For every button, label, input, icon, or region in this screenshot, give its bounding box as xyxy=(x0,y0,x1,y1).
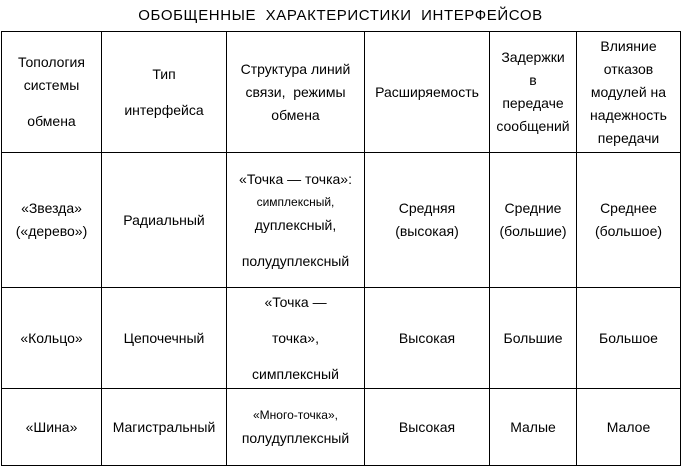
cell-line: (большие) xyxy=(499,223,567,239)
table-cell-r3-c4 xyxy=(365,389,490,466)
cell-line: дуплексный, xyxy=(254,216,337,233)
cell-line: системы xyxy=(23,77,80,93)
cell-line: Высокая xyxy=(398,329,456,346)
header-cell-topology xyxy=(2,32,102,153)
cell-line: полудуплексный xyxy=(241,252,350,269)
table-cell-r1-c5 xyxy=(490,153,577,288)
table-cell-r2-c3 xyxy=(227,288,365,389)
cell-line: Структура линий xyxy=(240,60,351,77)
cell-line: Малое xyxy=(606,418,651,435)
table-cell-r1-c1 xyxy=(2,153,102,288)
cell-line: полудуплексный xyxy=(241,430,350,446)
table-cell-r2-c4 xyxy=(365,288,490,389)
cell-line: Среднее xyxy=(600,200,657,216)
cell-line: «Кольцо» xyxy=(20,329,83,346)
header-cell-delays xyxy=(490,32,577,153)
cell-line: передачи xyxy=(597,129,660,146)
cell-line: Расширяемость xyxy=(375,83,479,100)
header-row xyxy=(2,32,681,153)
table-row-2 xyxy=(2,288,681,389)
cell-line: симплексный xyxy=(252,365,339,382)
cell-line: Большие xyxy=(503,329,563,346)
cell-line: «Много-точка», xyxy=(253,408,338,422)
cell-line: («дерево») xyxy=(15,223,88,239)
header-cell-interface-type xyxy=(102,32,227,153)
interfaces-table xyxy=(1,31,681,466)
table-cell-r1-c4 xyxy=(365,153,490,288)
cell-line: Задержки xyxy=(501,49,565,65)
header-cell-link-structure xyxy=(227,32,365,153)
cell-line: надежность xyxy=(590,106,667,123)
cell-line: Тип xyxy=(152,65,176,82)
cell-line: «Шина» xyxy=(25,418,78,435)
table-cell-r3-c2 xyxy=(102,389,227,466)
table-row-3 xyxy=(2,389,681,466)
table-cell-r3-c6 xyxy=(577,389,681,466)
cell-line: передаче xyxy=(502,95,564,111)
cell-line: сообщений xyxy=(496,118,570,134)
header-cell-failure-impact xyxy=(577,32,681,153)
cell-line: (высокая) xyxy=(395,223,459,239)
cell-line: «Точка — точка»: xyxy=(239,170,352,187)
cell-line: связи, режимы xyxy=(245,83,346,100)
table-cell-r1-c6 xyxy=(577,153,681,288)
cell-line: модулей на xyxy=(590,83,667,100)
page-title: ОБОБЩЕННЫЕ ХАРАКТЕРИСТИКИ ИНТЕРФЕЙСОВ xyxy=(138,7,543,24)
cell-line: Малые xyxy=(510,418,556,435)
header-cell-extensibility xyxy=(365,32,490,153)
table-cell-r2-c2 xyxy=(102,288,227,389)
cell-line: Влияние xyxy=(600,37,657,54)
cell-line: симплексный, xyxy=(256,194,335,209)
cell-line: (большое) xyxy=(594,223,663,239)
cell-line: Высокая xyxy=(398,418,456,435)
table-cell-r3-c1 xyxy=(2,389,102,466)
cell-line: «Звезда» xyxy=(21,200,82,216)
table-cell-r2-c6 xyxy=(577,288,681,389)
table-body xyxy=(2,153,681,466)
cell-line: «Точка — xyxy=(264,293,327,310)
table-cell-r1-c3 xyxy=(227,153,365,288)
cell-line: Радиальный xyxy=(123,211,205,228)
cell-line: интерфейса xyxy=(124,101,204,118)
cell-line: Цепочечный xyxy=(123,329,205,346)
cell-line: в xyxy=(529,72,537,88)
cell-line: Средние xyxy=(504,200,562,216)
table-cell-r3-c5 xyxy=(490,389,577,466)
cell-line: обмена xyxy=(271,106,320,123)
cell-line: Магистральный xyxy=(112,418,216,435)
table-cell-r3-c3 xyxy=(227,389,365,466)
cell-line: Топология xyxy=(18,54,85,70)
cell-line: Большое xyxy=(599,329,658,346)
table-row-1 xyxy=(2,153,681,288)
table-cell-r2-c5 xyxy=(490,288,577,389)
table-cell-r2-c1 xyxy=(2,288,102,389)
cell-line: обмена xyxy=(27,113,76,129)
cell-line: Средняя xyxy=(398,200,456,216)
table-header xyxy=(2,32,681,153)
cell-line: точка», xyxy=(272,329,319,346)
table-cell-r1-c2 xyxy=(102,153,227,288)
cell-line: отказов xyxy=(603,60,654,77)
